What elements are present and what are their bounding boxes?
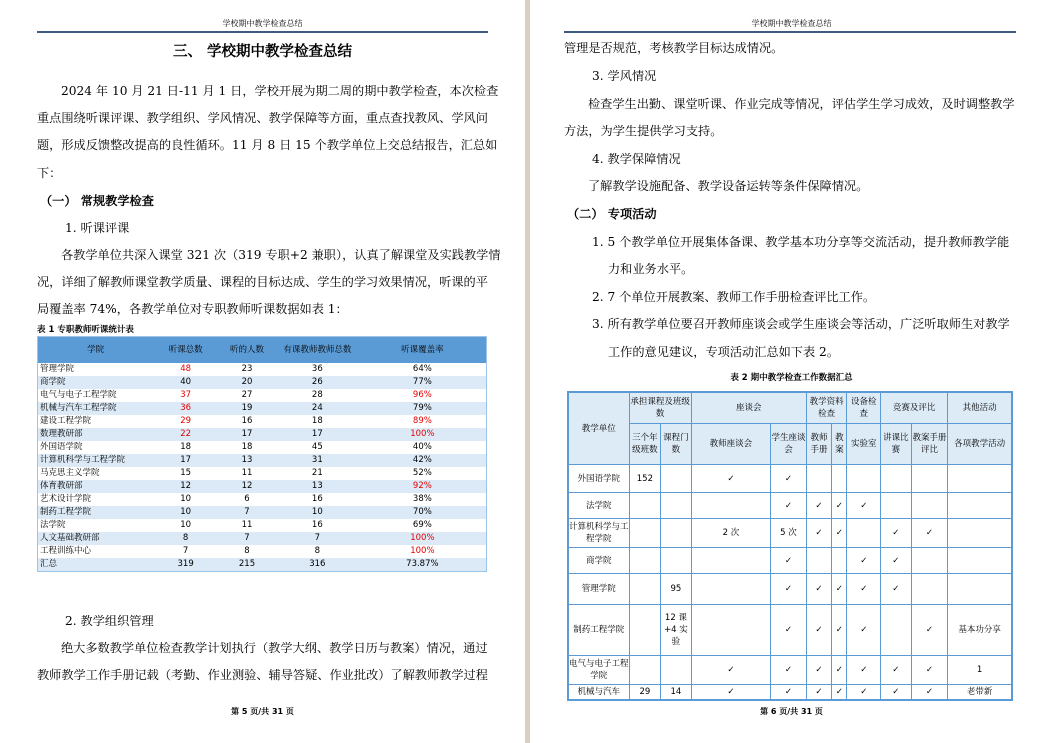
table-cell: 8	[218, 545, 276, 558]
table-cell: 37	[153, 389, 218, 402]
table-cell: 17	[153, 454, 218, 467]
table-cell: ✓	[881, 685, 912, 701]
table-cell: ✓	[691, 685, 770, 701]
table-cell: 13	[218, 454, 276, 467]
table-cell	[881, 465, 912, 493]
table-cell: ✓	[771, 656, 807, 685]
table-cell	[832, 548, 847, 574]
table-row	[38, 480, 487, 493]
table-cell: 商学院	[38, 376, 154, 389]
table-row	[38, 389, 487, 402]
table-cell: 机械与汽车	[568, 685, 629, 701]
table-cell: 马克思主义学院	[38, 467, 154, 480]
table-cell: ✓	[771, 685, 807, 701]
table-cell: 制药工程学院	[38, 506, 154, 519]
table-cell: ✓	[911, 605, 948, 656]
table-cell: ✓	[806, 605, 831, 656]
table-header-row	[568, 392, 1012, 424]
table-cell: 艺术设计学院	[38, 493, 154, 506]
item-heading: 2. 教学组织管理	[65, 614, 154, 628]
table-cell: 10	[153, 519, 218, 532]
table-cell: ✓	[847, 656, 881, 685]
table-cell: 29	[153, 415, 218, 428]
table2-header-cell: 教学资料检查	[806, 392, 847, 424]
header-rule	[37, 31, 488, 33]
table-cell: 老带新	[948, 685, 1012, 701]
table-cell: 89%	[359, 415, 487, 428]
table-cell: ✓	[691, 656, 770, 685]
body-line: 检查学生出勤、课堂听课、作业完成等情况，评估学生学习成效，及时调整教学	[588, 97, 1015, 111]
table-cell: ✓	[806, 574, 831, 605]
table-cell: 40%	[359, 441, 487, 454]
table-cell: ✓	[847, 574, 881, 605]
table-cell: ✓	[832, 685, 847, 701]
table-cell	[691, 548, 770, 574]
table-cell: ✓	[771, 465, 807, 493]
table-cell: ✓	[847, 493, 881, 519]
table-cell: 79%	[359, 402, 487, 415]
table-row	[568, 656, 1012, 685]
item-heading: 4. 教学保障情况	[592, 152, 681, 166]
table2-header-cell: 其他活动	[948, 392, 1012, 424]
table-cell	[881, 493, 912, 519]
table-row	[38, 454, 487, 467]
table-cell: 40	[153, 376, 218, 389]
body-line: 绝大多数教学单位检查教学计划执行（教学大纲、教学日历与教案）情况，通过	[61, 641, 488, 655]
table-cell: 12	[153, 480, 218, 493]
table-cell	[691, 605, 770, 656]
table-row	[38, 428, 487, 441]
table-cell: 27	[218, 389, 276, 402]
table-cell: 152	[629, 465, 661, 493]
table-cell: 12 课+4 实验	[661, 605, 692, 656]
table-cell	[948, 574, 1012, 605]
table-cell	[629, 548, 661, 574]
table-cell	[629, 519, 661, 548]
table-cell: 法学院	[568, 493, 629, 519]
table-row	[568, 519, 1012, 548]
table-cell: 18	[276, 415, 359, 428]
table-cell: 19	[218, 402, 276, 415]
page-5	[0, 0, 525, 743]
table-cell	[847, 465, 881, 493]
table-cell: ✓	[911, 685, 948, 701]
table-cell: 18	[218, 441, 276, 454]
table-row	[38, 402, 487, 415]
table-cell: 16	[218, 415, 276, 428]
table1-header-cell: 听课覆盖率	[359, 337, 487, 364]
table-cell: 69%	[359, 519, 487, 532]
table-row	[38, 363, 487, 376]
table-cell: ✓	[771, 493, 807, 519]
table-row	[38, 519, 487, 532]
table-cell: ✓	[832, 605, 847, 656]
table-cell	[948, 519, 1012, 548]
list-item: 力和业务水平。	[608, 262, 694, 276]
table-row	[38, 545, 487, 558]
lecture-stats-table	[37, 336, 487, 572]
table-cell: 数理教研部	[38, 428, 154, 441]
table-cell: 15	[153, 467, 218, 480]
intro-line: 题，形成反馈整改提高的良性循环。11 月 8 日 15 个教学单位上交总结报告，汇总如	[37, 138, 498, 152]
table-cell: ✓	[847, 685, 881, 701]
intro-line: 重点围绕听课评课、教学组织、学风情况、教学保障等方面，重点查找教风、学风问	[37, 111, 488, 125]
table-cell: 21	[276, 467, 359, 480]
table-cell: ✓	[691, 465, 770, 493]
table-cell: 11	[218, 519, 276, 532]
table-cell: 电气与电子工程学院	[568, 656, 629, 685]
table-row	[38, 415, 487, 428]
table-cell: 319	[153, 558, 218, 572]
table-cell	[806, 465, 831, 493]
table2-header-cell: 各项教学活动	[948, 424, 1012, 465]
table2-header-cell: 学生座谈会	[771, 424, 807, 465]
table-cell: 18	[153, 441, 218, 454]
table-cell: 计算机科学与工程学院	[568, 519, 629, 548]
table-cell	[832, 465, 847, 493]
table-cell	[661, 548, 692, 574]
table-cell: 管理学院	[568, 574, 629, 605]
table-cell	[661, 493, 692, 519]
table2-header-cell: 承担课程及班级数	[629, 392, 691, 424]
table-cell	[948, 465, 1012, 493]
body-line: 局覆盖率 74%，各教学单位对专职教师听课数据如表 1：	[37, 302, 348, 316]
table-cell: 64%	[359, 363, 487, 376]
table-cell: 20	[218, 376, 276, 389]
body-line: 管理是否规范，考核教学目标达成情况。	[564, 41, 784, 55]
table-cell: 36	[153, 402, 218, 415]
table-cell: ✓	[881, 656, 912, 685]
table-cell: 13	[276, 480, 359, 493]
table-row	[568, 493, 1012, 519]
table-row	[38, 532, 487, 545]
table-cell	[629, 574, 661, 605]
table-cell: 73.87%	[359, 558, 487, 572]
table-row	[568, 574, 1012, 605]
table-cell	[661, 519, 692, 548]
table-cell: 96%	[359, 389, 487, 402]
table-cell: ✓	[881, 548, 912, 574]
table-cell: 人文基础教研部	[38, 532, 154, 545]
table2-header-cell: 竞赛及评比	[881, 392, 948, 424]
table-cell: ✓	[832, 519, 847, 548]
table-row	[38, 441, 487, 454]
table-cell: 16	[276, 519, 359, 532]
table-cell: 95	[661, 574, 692, 605]
table-cell: 计算机科学与工程学院	[38, 454, 154, 467]
body-line: 况，详细了解教师课堂教学质量、课程的目标达成、学生的学习效果情况，听课的平	[37, 275, 488, 289]
table-cell: 100%	[359, 532, 487, 545]
table-cell	[911, 465, 948, 493]
table-cell: ✓	[881, 574, 912, 605]
table-cell: ✓	[832, 493, 847, 519]
table-cell: 24	[276, 402, 359, 415]
table-row	[38, 493, 487, 506]
table-row	[38, 506, 487, 519]
table1-header-cell: 听的人数	[218, 337, 276, 364]
table-cell: 26	[276, 376, 359, 389]
table-cell: 外国语学院	[38, 441, 154, 454]
table-cell: ✓	[847, 548, 881, 574]
table-cell: 70%	[359, 506, 487, 519]
table-cell	[911, 574, 948, 605]
table2-header-cell: 座谈会	[691, 392, 806, 424]
table-cell: 11	[218, 467, 276, 480]
table-cell: 16	[276, 493, 359, 506]
table-cell: 7	[218, 506, 276, 519]
page-6	[530, 0, 1053, 743]
table-cell	[948, 493, 1012, 519]
table-cell	[911, 548, 948, 574]
table-cell: ✓	[832, 574, 847, 605]
table-cell: 52%	[359, 467, 487, 480]
table-cell: 制药工程学院	[568, 605, 629, 656]
table-row	[38, 467, 487, 480]
table1-caption: 表 1 专职教师听课统计表	[37, 325, 134, 335]
table1-header-cell: 有课教师教师总数	[276, 337, 359, 364]
table-cell: ✓	[771, 605, 807, 656]
table-row	[38, 558, 487, 572]
body-line: 教师教学工作手册记载（考勤、作业测验、辅导答疑、作业批改）了解教师教学过程	[37, 668, 488, 682]
table-row	[38, 376, 487, 389]
table-cell: ✓	[847, 605, 881, 656]
table-cell: 316	[276, 558, 359, 572]
page-footer: 第 6 页/共 31 页	[760, 707, 823, 716]
table-cell: ✓	[806, 519, 831, 548]
table-cell: ✓	[771, 574, 807, 605]
table-cell: 42%	[359, 454, 487, 467]
table-cell: 23	[218, 363, 276, 376]
table-cell: ✓	[881, 519, 912, 548]
table-cell: 汇总	[38, 558, 154, 572]
table-cell: ✓	[806, 685, 831, 701]
table-cell: 29	[629, 685, 661, 701]
table-cell: 100%	[359, 428, 487, 441]
table-cell	[661, 656, 692, 685]
table-cell	[881, 605, 912, 656]
table-cell: ✓	[771, 548, 807, 574]
table-cell	[847, 519, 881, 548]
table-cell: 77%	[359, 376, 487, 389]
inspection-summary-table	[567, 391, 1013, 701]
table-cell: ✓	[911, 656, 948, 685]
intro-line: 下：	[37, 166, 62, 180]
body-line: 各教学单位共深入课堂 321 次（319 专职+2 兼职），认真了解课堂及实践教学情	[61, 248, 501, 262]
table-cell	[691, 574, 770, 605]
item-heading: 1. 听课评课	[65, 221, 130, 235]
table2-header-cell: 教学单位	[568, 392, 629, 465]
body-line: 方法，为学生提供学习支持。	[564, 124, 723, 138]
table-header-row	[568, 424, 1012, 465]
table-cell	[806, 548, 831, 574]
table-cell: 22	[153, 428, 218, 441]
table-cell: 电气与电子工程学院	[38, 389, 154, 402]
table2-header-cell: 课程门数	[661, 424, 692, 465]
page-header: 学校期中教学检查总结	[222, 19, 303, 28]
body-line: 了解教学设施配备、教学设备运转等条件保障情况。	[588, 179, 869, 193]
table-row	[568, 605, 1012, 656]
table-cell: 7	[153, 545, 218, 558]
table-row	[568, 685, 1012, 701]
table-cell: 体育教研部	[38, 480, 154, 493]
table-cell: 6	[218, 493, 276, 506]
table-row	[568, 548, 1012, 574]
table-cell: ✓	[832, 656, 847, 685]
page-footer: 第 5 页/共 31 页	[231, 707, 294, 716]
table-cell: 8	[153, 532, 218, 545]
table-cell: 17	[218, 428, 276, 441]
table-cell: 17	[276, 428, 359, 441]
subsection-heading: （二） 专项活动	[567, 207, 657, 221]
list-item: 2. 7 个单位开展教案、教师工作手册检查评比工作。	[592, 290, 876, 304]
table-cell: 10	[153, 493, 218, 506]
table1-header-cell: 学院	[38, 337, 154, 364]
item-heading: 3. 学风情况	[592, 69, 657, 83]
table-cell: 7	[218, 532, 276, 545]
table2-header-cell: 讲课比赛	[881, 424, 912, 465]
table-cell	[629, 605, 661, 656]
table2-header-cell: 三个年级班数	[629, 424, 661, 465]
table-cell: 36	[276, 363, 359, 376]
table-cell: 管理学院	[38, 363, 154, 376]
header-rule	[564, 31, 1016, 33]
table-cell: 38%	[359, 493, 487, 506]
table-cell: 1	[948, 656, 1012, 685]
table2-header-cell: 教师座谈会	[691, 424, 770, 465]
table-cell: 外国语学院	[568, 465, 629, 493]
table-cell: 92%	[359, 480, 487, 493]
table-cell: 8	[276, 545, 359, 558]
subsection-heading: （一） 常规教学检查	[40, 194, 154, 208]
table-cell: 2 次	[691, 519, 770, 548]
table-cell: 基本功分享	[948, 605, 1012, 656]
list-item: 工作的意见建议，专项活动汇总如下表 2。	[608, 345, 840, 359]
table-cell: 7	[276, 532, 359, 545]
table-cell: ✓	[911, 519, 948, 548]
list-item: 3. 所有教学单位要召开教师座谈会或学生座谈会等活动，广泛听取师生对教学	[592, 317, 1010, 331]
table2-header-cell: 设备检查	[847, 392, 881, 424]
page-header: 学校期中教学检查总结	[751, 19, 832, 28]
table-cell: 工程训练中心	[38, 545, 154, 558]
table-cell: 14	[661, 685, 692, 701]
table-cell	[661, 465, 692, 493]
table-cell: 10	[153, 506, 218, 519]
table2-header-cell: 教师手册	[806, 424, 831, 465]
table-cell: 215	[218, 558, 276, 572]
table-cell: 5 次	[771, 519, 807, 548]
table2-header-cell: 实验室	[847, 424, 881, 465]
table2-header-cell: 教案	[832, 424, 847, 465]
table-cell	[629, 493, 661, 519]
table-cell: 45	[276, 441, 359, 454]
table-cell: 商学院	[568, 548, 629, 574]
table-cell: 10	[276, 506, 359, 519]
table-cell: 100%	[359, 545, 487, 558]
list-item: 1. 5 个教学单位开展集体备课、教学基本功分享等交流活动，提升教师教学能	[592, 235, 1010, 249]
table-cell: 48	[153, 363, 218, 376]
table2-caption: 表 2 期中教学检查工作数据汇总	[730, 373, 853, 383]
table2-header-cell: 教案手册评比	[911, 424, 948, 465]
table-cell: 31	[276, 454, 359, 467]
intro-line: 2024 年 10 月 21 日-11 月 1 日，学校开展为期二周的期中教学检查，本次检查	[61, 84, 499, 98]
table-cell	[691, 493, 770, 519]
table-cell: ✓	[806, 656, 831, 685]
table-cell	[911, 493, 948, 519]
table1-header-cell: 听课总数	[153, 337, 218, 364]
table-cell	[948, 548, 1012, 574]
table-cell: 28	[276, 389, 359, 402]
table-cell	[629, 656, 661, 685]
table-cell: 机械与汽车工程学院	[38, 402, 154, 415]
table-cell: 法学院	[38, 519, 154, 532]
table-cell: 建设工程学院	[38, 415, 154, 428]
table-cell: ✓	[806, 493, 831, 519]
section-title: 三、 学校期中教学检查总结	[172, 44, 353, 60]
table-row	[568, 465, 1012, 493]
table-cell: 12	[218, 480, 276, 493]
